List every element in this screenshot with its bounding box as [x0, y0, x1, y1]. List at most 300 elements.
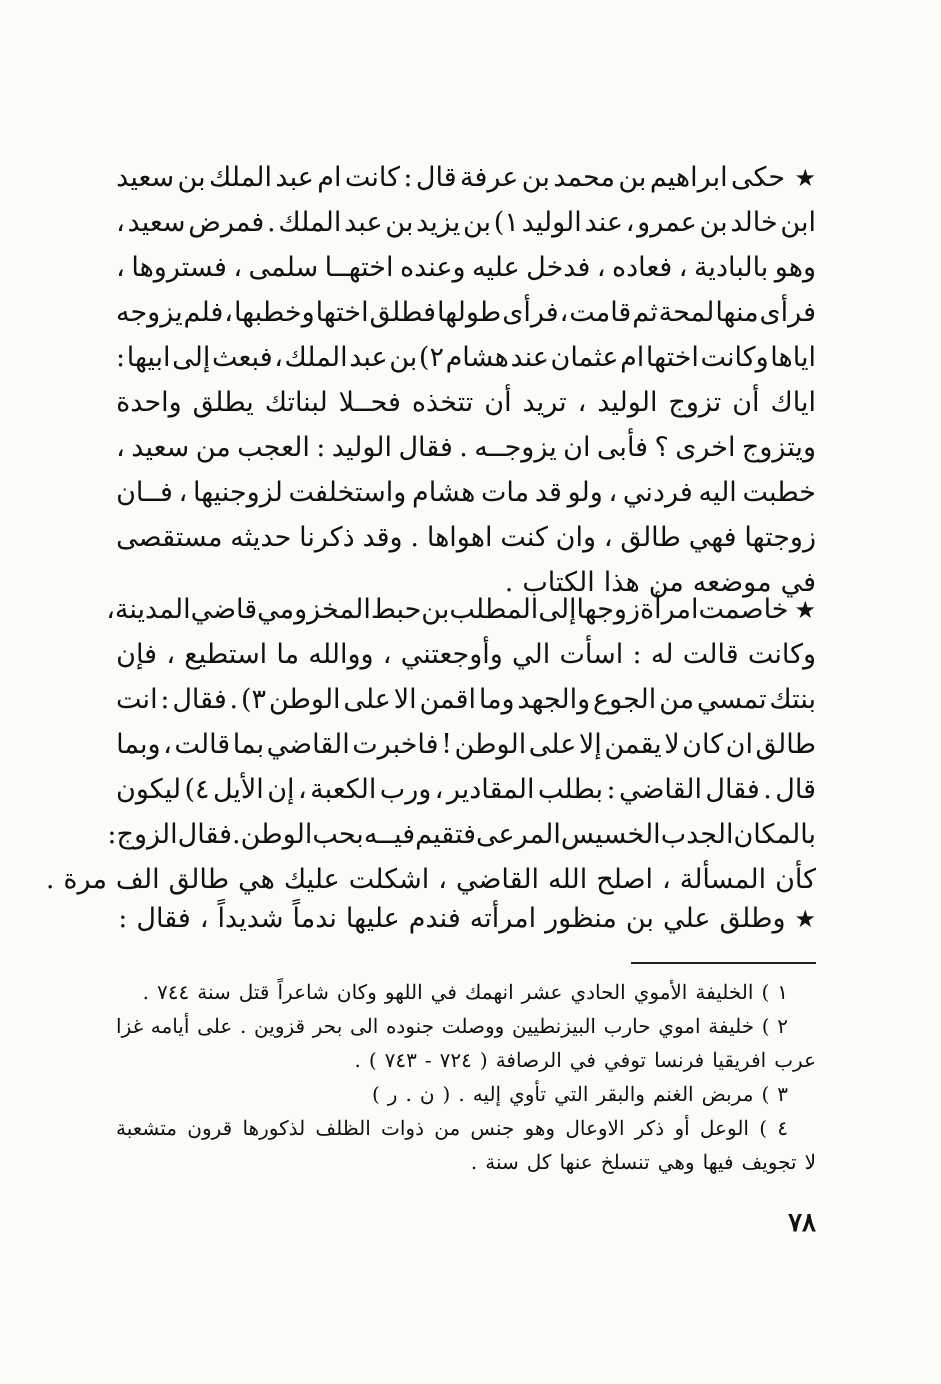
word: .	[240, 1014, 247, 1038]
word: ويتزوج	[741, 432, 816, 463]
word: ٧٤٣	[384, 1048, 417, 1072]
word: :	[118, 903, 128, 934]
word: ،	[116, 207, 125, 238]
word: الجوع	[593, 684, 657, 715]
text-line	[106, 587, 816, 632]
word: ،	[163, 729, 172, 760]
word: الظلف	[315, 1116, 371, 1140]
word: .	[405, 1082, 412, 1106]
word: فأبى	[596, 432, 649, 463]
word: .	[142, 980, 149, 1004]
word: الي	[512, 639, 551, 670]
word: المرعى	[476, 819, 561, 850]
word: ابراهيم	[649, 162, 728, 193]
word: يطلق	[192, 387, 254, 418]
text-line	[116, 470, 816, 515]
word: يقمن	[604, 729, 662, 760]
word: .	[229, 684, 239, 715]
word: ٧٢٤	[439, 1048, 472, 1072]
word: بحر	[312, 1014, 343, 1038]
word: فقال	[177, 819, 233, 850]
word: )	[371, 1082, 380, 1106]
word: في	[780, 567, 816, 598]
word: تأوي	[509, 1082, 547, 1106]
word: فحــلا	[338, 387, 401, 418]
word: وبما	[116, 729, 161, 760]
word: المقادير	[446, 774, 535, 805]
word: موضعه	[692, 567, 772, 598]
word: عرفة	[460, 162, 519, 193]
word: الملك	[284, 342, 348, 373]
word: فستروها	[131, 252, 227, 283]
word: فقال	[705, 774, 760, 805]
word: محمد	[553, 162, 615, 193]
word: جنوده	[385, 1014, 435, 1038]
word: عبد	[275, 162, 314, 193]
word: وهي	[657, 1150, 695, 1174]
word: الله	[548, 864, 588, 895]
word: ١	[777, 980, 788, 1004]
word: أن	[732, 387, 760, 418]
text-line	[116, 677, 816, 722]
word: عبد	[349, 342, 388, 373]
word: )	[761, 1014, 770, 1038]
text-line	[107, 812, 816, 857]
word: ام	[620, 342, 645, 373]
word: الأموي	[633, 980, 688, 1004]
word: منها	[715, 297, 759, 328]
word: قالت	[682, 639, 739, 670]
word: :	[107, 819, 117, 850]
word: فدخل	[526, 252, 591, 283]
word: على	[528, 729, 577, 760]
text-line	[116, 722, 816, 767]
word: المسألة	[679, 864, 767, 895]
word: :	[160, 684, 170, 715]
word: كأن	[775, 864, 816, 895]
word: حديثه	[230, 522, 292, 553]
text-line	[116, 245, 816, 290]
word: فيها	[702, 1150, 734, 1174]
word: عند	[510, 342, 549, 373]
word: ،	[224, 297, 234, 328]
word: إلى	[538, 594, 577, 625]
text-line	[116, 515, 816, 560]
word: إليه	[472, 1082, 502, 1106]
word: فــان	[116, 477, 173, 508]
word: افريقيا	[712, 1048, 767, 1072]
word: انت	[116, 684, 158, 715]
word: وأوجعتني	[400, 639, 503, 670]
word: اصلح	[596, 864, 653, 895]
word: بن	[462, 207, 492, 238]
footnote-line	[116, 1077, 816, 1111]
star-icon: ★	[794, 905, 816, 933]
word: وهو	[524, 1116, 556, 1140]
word: (	[479, 1048, 488, 1072]
text-line	[116, 290, 816, 335]
word: :	[606, 774, 616, 805]
word: على	[343, 684, 391, 715]
word: مستقصى	[116, 522, 223, 553]
word: إن	[267, 774, 295, 805]
word: سعيد	[131, 432, 190, 463]
word: في	[430, 980, 457, 1004]
word: يزوجه	[116, 297, 183, 328]
paragraph-1	[116, 155, 816, 605]
word: الوطن	[240, 819, 313, 850]
word: بن	[385, 207, 414, 238]
word: وان	[555, 522, 597, 553]
word: غزا	[116, 1014, 144, 1038]
word: انهمك	[464, 980, 514, 1004]
word: قال	[775, 774, 816, 805]
word: اللهو	[384, 980, 423, 1004]
word: بن	[389, 342, 418, 373]
word: قامت	[569, 297, 632, 328]
word: لمحة	[658, 297, 715, 328]
word: خاصمت	[698, 594, 789, 625]
word: القاضي	[266, 729, 350, 760]
word: ذكرنا	[299, 522, 355, 553]
word: هشام	[412, 477, 476, 508]
word: بالمكان	[733, 819, 816, 850]
word: ٣	[777, 1082, 788, 1106]
word: فبعث	[212, 342, 273, 373]
word: الكتاب	[522, 567, 595, 598]
word: بحب	[312, 819, 364, 850]
word: ؟	[654, 432, 669, 463]
word: كان	[682, 729, 724, 760]
word: خليفة	[708, 1014, 755, 1038]
paragraph-2	[45, 587, 816, 902]
word: ٢	[777, 1014, 788, 1038]
word: شاعراً	[277, 980, 329, 1004]
word: فهي	[688, 522, 737, 553]
page-number: ٧٨	[788, 1208, 816, 1238]
word: على	[197, 1014, 233, 1038]
word: بن	[625, 903, 654, 934]
word: ن	[419, 1082, 435, 1106]
word: من	[659, 684, 695, 715]
word: هذا	[603, 567, 640, 598]
word: بن	[618, 162, 647, 193]
word: سنة	[485, 1150, 519, 1174]
word: بن	[177, 162, 206, 193]
word: ،	[233, 252, 243, 283]
word: بن	[521, 162, 550, 193]
word: استطيع	[184, 639, 268, 670]
word: حبط	[370, 594, 422, 625]
word: اختها	[315, 297, 369, 328]
word: فردني	[622, 477, 693, 508]
word: فندم	[408, 903, 461, 934]
word: لذكورها	[242, 1116, 306, 1140]
word: ليكون	[116, 774, 182, 805]
word: اليه	[698, 477, 737, 508]
word: تريد	[522, 387, 567, 418]
word: سعيد	[127, 207, 186, 238]
word: عليها	[345, 903, 400, 934]
word: عبد	[344, 207, 383, 238]
word: )	[759, 1116, 768, 1140]
word: له	[650, 639, 674, 670]
word: المطلب	[449, 594, 539, 625]
word: الجدب	[660, 819, 734, 850]
word: خالد	[730, 207, 778, 238]
word: مرة	[63, 864, 107, 895]
word: ٤)	[184, 774, 210, 805]
word: طالق	[168, 864, 230, 895]
word: ر	[387, 1082, 398, 1106]
word: ووصلت	[441, 1014, 505, 1038]
word: إلا	[578, 729, 602, 760]
word: فقال	[136, 903, 191, 934]
word: الخليفة	[695, 980, 754, 1004]
word: الرصافة	[495, 1048, 562, 1072]
word: مربض	[701, 1082, 754, 1106]
word: إلى	[172, 342, 211, 373]
word: من	[434, 1116, 461, 1140]
word: ٣)	[240, 684, 267, 715]
word: من	[195, 432, 231, 463]
word: ابن	[780, 207, 816, 238]
word: امرأته	[469, 903, 537, 934]
footnote-line	[116, 1145, 816, 1179]
word: الاوعال	[565, 1116, 625, 1140]
word: الوطن	[454, 729, 527, 760]
word: هشام	[445, 342, 509, 373]
word: ،	[178, 477, 188, 508]
word: سعيد	[116, 162, 175, 193]
word: كانت	[344, 162, 400, 193]
word: ،	[116, 252, 125, 283]
word: بما	[232, 729, 265, 760]
word: طولها	[436, 297, 502, 328]
word: بالبادية	[693, 252, 769, 283]
word: اشكلت	[348, 864, 430, 895]
word: الوليد	[521, 207, 582, 238]
word: مات	[481, 477, 530, 508]
word: الف	[115, 864, 160, 895]
word: فلم	[183, 297, 224, 328]
word: كنت	[500, 522, 548, 553]
word: فإن	[116, 639, 158, 670]
word: ،	[596, 252, 606, 283]
word: ،	[625, 207, 635, 238]
word: المخزومي	[257, 594, 371, 625]
word: ثم	[632, 297, 658, 328]
word: فتقيم	[415, 819, 477, 850]
text-line	[116, 767, 816, 812]
word: فرنسا	[654, 1048, 705, 1072]
word: وقد	[362, 522, 403, 553]
word: لا	[804, 1150, 816, 1174]
word: فقال	[172, 684, 227, 715]
word: الخسيس	[560, 819, 661, 850]
word: .	[267, 207, 276, 238]
word: عمرو	[637, 207, 697, 238]
word: :	[116, 342, 126, 373]
footnote-line	[116, 1009, 816, 1043]
word: ذكر	[634, 1116, 665, 1140]
word: (	[442, 1082, 451, 1106]
word: :	[403, 162, 413, 193]
word: فمرض	[188, 207, 265, 238]
word: عشر	[521, 980, 563, 1004]
word: وهو	[774, 252, 816, 283]
word: اختهــا	[324, 252, 394, 283]
word: قزوين	[254, 1014, 306, 1038]
word: امرأة	[640, 594, 699, 625]
word: ندماً	[292, 903, 337, 934]
word: .	[354, 1048, 361, 1072]
word: .	[763, 774, 772, 805]
word: خطبت	[742, 477, 816, 508]
word: ،	[382, 639, 392, 670]
word: اسأت	[559, 639, 624, 670]
word: تتخذه	[411, 387, 474, 418]
word: ،	[678, 252, 688, 283]
word: تنسلخ	[600, 1150, 650, 1174]
word: ٢)	[418, 342, 444, 373]
word: ،	[106, 594, 115, 625]
word: الملك	[209, 162, 273, 193]
paragraph-3	[116, 896, 816, 941]
word: ،	[662, 864, 671, 895]
text-line	[116, 335, 816, 380]
word: علي	[662, 903, 711, 934]
word: وعنده	[399, 252, 466, 283]
word: ولو	[567, 477, 603, 508]
word: ،	[297, 774, 307, 805]
word: سنة	[197, 980, 231, 1004]
word: متشعبة	[116, 1116, 178, 1140]
word: :	[632, 639, 642, 670]
word: الوليد	[597, 387, 658, 418]
word: اختها	[645, 342, 699, 373]
word: اموي	[658, 1014, 701, 1038]
word: أو	[674, 1116, 690, 1140]
star-icon: ★	[794, 596, 816, 624]
word: فرأى	[502, 297, 559, 328]
word: والجهد	[517, 684, 591, 715]
word: وكانت	[747, 639, 816, 670]
footnote-line	[116, 1043, 816, 1077]
text-line	[116, 155, 816, 200]
word: -	[424, 1048, 432, 1072]
word: الأيل	[212, 774, 264, 805]
word: تجويف	[741, 1150, 797, 1174]
word: وما	[478, 684, 515, 715]
word: هي	[238, 864, 275, 895]
word: واستخلفت	[288, 477, 407, 508]
footnote-line	[116, 1111, 816, 1145]
word: ٤	[777, 1116, 788, 1140]
word: سلمى	[248, 252, 319, 283]
word: لبناتك	[264, 387, 328, 418]
word: أيامه	[150, 1014, 190, 1038]
word: ،	[438, 864, 447, 895]
word: الحادي	[570, 980, 626, 1004]
word: الملك	[278, 207, 342, 238]
word: بن	[421, 594, 450, 625]
word: ١)	[493, 207, 519, 238]
word: يزوجــه	[474, 432, 557, 463]
word: في	[569, 1048, 596, 1072]
word: ،	[603, 522, 613, 553]
word: فعاده	[612, 252, 673, 283]
word: اياها	[770, 342, 816, 373]
word: ،	[116, 432, 125, 463]
word: ،	[274, 342, 283, 373]
word: عثمان	[550, 342, 619, 373]
footnote-separator	[631, 962, 816, 964]
word: فيــه	[363, 819, 416, 850]
word: ،	[559, 297, 569, 328]
word: جنس	[470, 1116, 515, 1140]
word: واحدة	[116, 387, 182, 418]
word: القاضي	[618, 774, 702, 805]
word: .	[470, 1150, 478, 1174]
text-line	[116, 380, 816, 425]
word: ما	[276, 639, 300, 670]
word: الوليد	[331, 432, 393, 463]
word: أن	[484, 387, 512, 418]
word: التي	[554, 1082, 589, 1106]
word: بن	[699, 207, 728, 238]
footnotes	[116, 975, 816, 1179]
word: ووالله	[308, 639, 374, 670]
word: .	[459, 432, 468, 463]
word: والبقر	[596, 1082, 645, 1106]
word: طالق	[620, 522, 681, 553]
word: ،	[199, 903, 209, 934]
word: .	[458, 1082, 465, 1106]
word: قال	[415, 162, 457, 193]
word: شديداً	[217, 903, 284, 934]
word: اقمن	[419, 684, 477, 715]
word: قد	[534, 477, 562, 508]
word: .	[45, 864, 55, 895]
word: !	[441, 729, 452, 760]
word: ،	[608, 477, 618, 508]
word: تزوج	[668, 387, 722, 418]
word: حارب	[603, 1014, 651, 1038]
word: الوطن	[268, 684, 341, 715]
word: زوجتها	[744, 522, 816, 553]
word: وخطبها	[233, 297, 315, 328]
word: زوجها	[576, 594, 640, 625]
word: ذوات	[381, 1116, 424, 1140]
text-line	[116, 632, 816, 677]
word: يزيد	[416, 207, 461, 238]
word: بنتك	[769, 684, 816, 715]
word: :	[316, 432, 326, 463]
footnote-line	[116, 975, 816, 1009]
word: )	[761, 1082, 770, 1106]
word: المدينة	[114, 594, 191, 625]
word: ،	[166, 639, 176, 670]
word: من	[648, 567, 684, 598]
word: اياك	[770, 387, 816, 418]
word: ان	[725, 729, 753, 760]
word: قتل	[238, 980, 270, 1004]
word: لا	[664, 729, 680, 760]
word: وكان	[336, 980, 377, 1004]
word: الغنم	[652, 1082, 694, 1106]
word: قاضي	[190, 594, 258, 625]
